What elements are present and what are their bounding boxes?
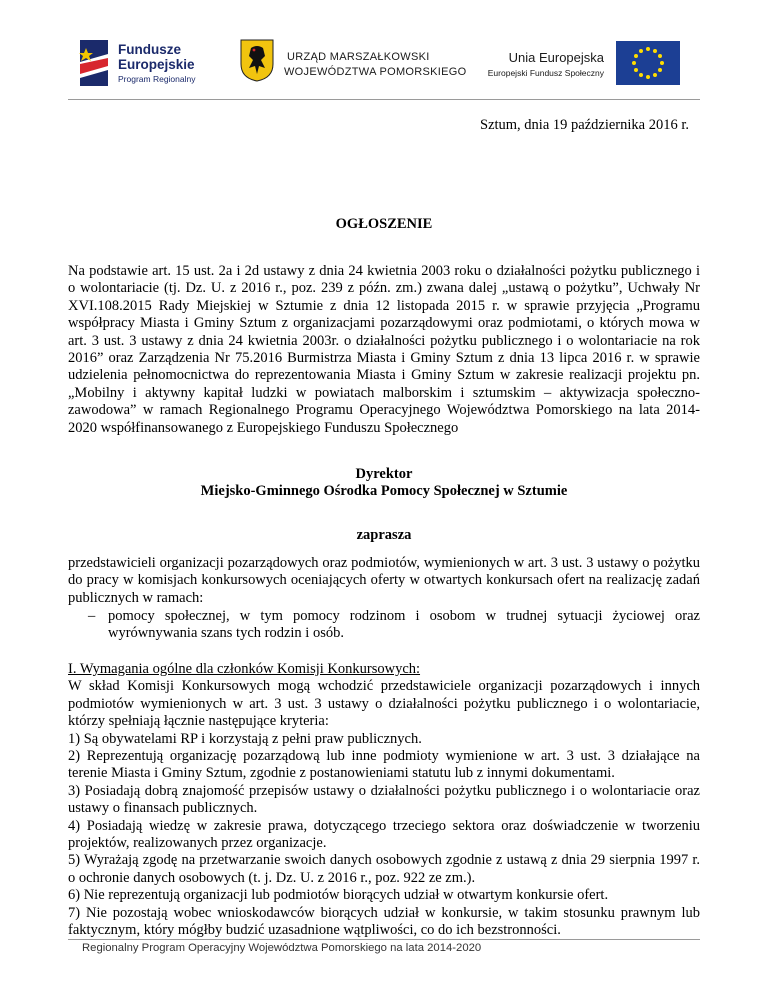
director-title: Dyrektor bbox=[355, 466, 413, 482]
criteria-item: 5) Wyrażają zgodę na przetwarzanie swoich danych osobowych zgodnie z ustawą z dnia 29 sierpnia 1997 r. o ochronie danych osobowych (t. j. Dz. U. z 2016 r., poz. 922 ze zm.). bbox=[68, 852, 700, 886]
ue-line2: Europejski Fundusz Społeczny bbox=[487, 68, 604, 78]
pomorskie-griffin-crest-icon bbox=[239, 38, 275, 82]
eu-flag-icon bbox=[616, 41, 680, 85]
fundusze-europejskie-logo bbox=[76, 38, 216, 92]
fundusze-europejskie-flag-icon bbox=[76, 40, 112, 86]
fe-line3: Program Regionalny bbox=[118, 74, 196, 84]
document-date: Sztum, dnia 19 października 2016 r. bbox=[480, 117, 689, 133]
header-logos bbox=[66, 38, 706, 92]
section-heading: I. Wymagania ogólne dla członków Komisji Konkursowych: bbox=[68, 661, 421, 677]
section-requirements bbox=[68, 661, 700, 940]
urzad-line2: WOJEWÓDZTWA POMORSKIEGO bbox=[284, 66, 467, 78]
criteria-item: 2) Reprezentują organizację pozarządową lub inne podmioty wymienione w art. 3 ust. 3 działające na terenie Miasta i Gminy Sztum, zgodnie z postanowieniami statutu lub z innymi dokumentami. bbox=[68, 748, 700, 782]
intro-paragraph: Na podstawie art. 15 ust. 2a i 2d ustawy z dnia 24 kwietnia 2003 roku o działalności pożytku publicznego i o wolontariacie (tj. Dz. U. z 2016 r., poz. 239 z późn. zm.) zwana dalej „ustawą o pożytku”, Uchwały Nr XVI.108.2015 Rady Miejskiej w Sztumie z dnia 12 listopada 2015 r. w sprawie przyjęcia „Programu współpracy Miasta i Gminy Sztum z organizacjami pozarządowymi oraz podmiotami, o których mowa w art. 3 ust. 3 ustawy z dnia 24 kwietnia 2003r. o działalności pożytku publicznego i o wolontariacie na rok 2016” oraz Zarządzenia Nr 75.2016 Burmistrza Miasta i Gminy Sztum z dnia 13 lipca 2016 r. w sprawie udzielenia pełnomocnictwa do reprezentowania Miasta i Gminy Sztum w zakresie realizacji projektu pn. „Mobilny i aktywny kapitał ludzki w powiatach malborskim i sztumskim – aktywizacja społeczno-zawodowa” w ramach Regionalnego Programu Operacyjnego Województwa Pomorskiego na lata 2014-2020 współfinansowanego z Europejskiego Funduszu Społecznego bbox=[68, 263, 700, 436]
director-institution: Miejsko-Gminnego Ośrodka Pomocy Społecznej w Sztumie bbox=[200, 483, 568, 500]
footer-text: Regionalny Program Operacyjny Województwa Pomorskiego na lata 2014-2020 bbox=[82, 942, 482, 954]
ue-line1: Unia Europejska bbox=[508, 50, 604, 65]
unia-europejska-logo bbox=[484, 38, 706, 92]
urzad-line1: URZĄD MARSZAŁKOWSKI bbox=[287, 51, 430, 63]
zaprasza-heading: zaprasza bbox=[356, 527, 412, 543]
header-divider bbox=[68, 99, 700, 100]
criteria-item: 3) Posiadają dobrą znajomość przepisów ustawy o działalności pożytku publicznego i o wolontariacie oraz ustawy o finansach publicznych. bbox=[68, 782, 700, 817]
list-item bbox=[68, 608, 700, 643]
list-item-text: pomocy społecznej, w tym pomocy rodzinom i osobom w trudnej sytuacji życiowej oraz wyrównywania szans tych rodzin i osób. bbox=[108, 608, 700, 642]
criteria-item: 1) Są obywatelami RP i korzystają z pełni praw publicznych. bbox=[68, 730, 422, 747]
urzad-marszalkowski-logo bbox=[239, 38, 469, 92]
document-title: OGŁOSZENIE bbox=[335, 216, 433, 232]
criteria-item: 6) Nie reprezentują organizacji lub podmiotów biorących udział w otwartym konkursie ofert. bbox=[68, 887, 609, 904]
list-dash: – bbox=[88, 608, 96, 624]
fe-line2: Europejskie bbox=[118, 57, 195, 72]
criteria-item: 7) Nie pozostają wobec wnioskodawców biorących udział w konkursie, w takim stosunku prawnym lub faktycznym, który mógłby budzić uzasadnione wątpliwości, co do ich bezstronności. bbox=[68, 904, 700, 939]
invitation-paragraph: przedstawicieli organizacji pozarządowych oraz podmiotów, wymienionych w art. 3 ust. 3 ustawy o pożytku do pracy w komisjach konkursowych oceniających oferty w otwartych konkursach ofert na realizację zadań publicznych w ramach: bbox=[68, 555, 700, 606]
fe-line1: Fundusze bbox=[118, 42, 181, 57]
section-intro: W skład Komisji Konkursowych mogą wchodzić przedstawiciele organizacji pozarządowych i innych podmiotów wymienionych w art. 3 ust. 3 ustawy o działalności pożytku publicznego i o wolontariacie, którzy spełniają łącznie następujące kryteria: bbox=[68, 678, 700, 730]
footer-divider bbox=[68, 939, 700, 940]
director-block bbox=[68, 466, 700, 501]
task-list bbox=[68, 608, 700, 643]
criteria-item: 4) Posiadają wiedzę w zakresie prawa, dotyczącego trzeciego sektora oraz doświadczenie w tworzeniu projektów, realizowanych przez organizacje. bbox=[68, 817, 700, 852]
